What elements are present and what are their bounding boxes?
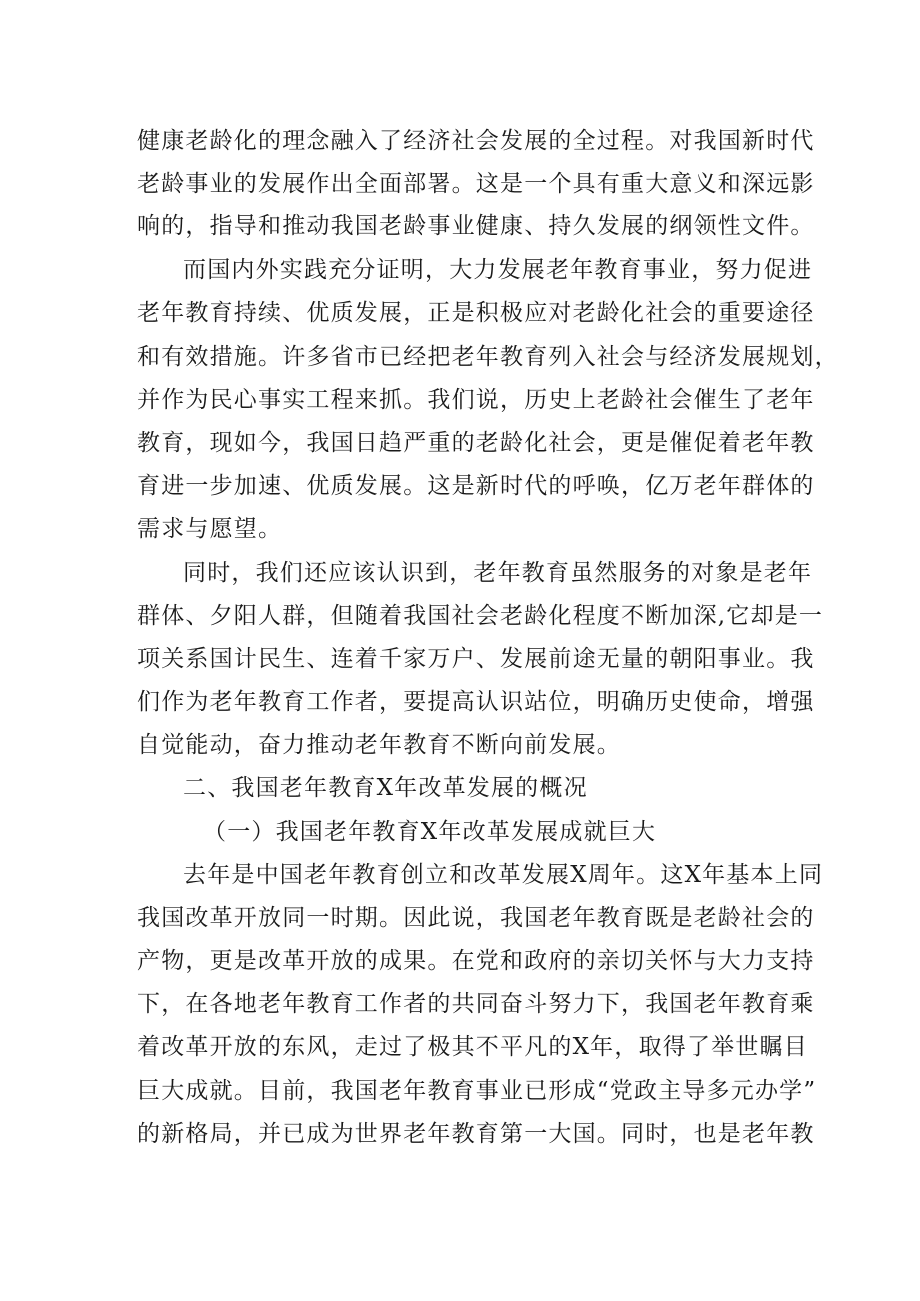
paragraph-line: 同时，我们还应该认识到，老年教育虽然服务的对象是老年 xyxy=(183,560,813,586)
paragraph-line: 们作为老年教育工作者，要提高认识站位，明确历史使命，增强 xyxy=(137,689,815,715)
paragraph-line: 群体、夕阳人群，但随着我国社会老龄化程度不断加深,它却是一 xyxy=(137,603,824,629)
paragraph-line: 和有效措施。许多省市已经把老年教育列入社会与经济发展规划， xyxy=(137,344,839,370)
paragraph-line: 老龄事业的发展作出全面部署。这是一个具有重大意义和深远影 xyxy=(137,171,815,197)
paragraph-line: 老年教育持续、优质发展，正是积极应对老龄化社会的重要途径 xyxy=(137,300,815,326)
section-heading: 二、我国老年教育X年改革发展的概况 xyxy=(183,775,588,801)
paragraph-line: 自觉能动，奋力推动老年教育不断向前发展。 xyxy=(137,732,621,758)
paragraph-line: 并作为民心事实工程来抓。我们说，历史上老龄社会催生了老年 xyxy=(137,387,815,413)
paragraph-line: 项关系国计民生、连着千家万户、发展前途无量的朝阳事业。我 xyxy=(137,646,815,672)
paragraph-line: 育进一步加速、优质发展。这是新时代的呼唤，亿万老年群体的 xyxy=(137,473,815,499)
paragraph-line: 而国内外实践充分证明，大力发展老年教育事业，努力促进 xyxy=(183,257,813,283)
paragraph-line: 去年是中国老年教育创立和改革发展X周年。这X年基本上同 xyxy=(183,862,824,888)
paragraph-line: 我国改革开放同一时期。因此说，我国老年教育既是老龄社会的 xyxy=(137,905,815,931)
paragraph-line: 响的，指导和推动我国老龄事业健康、持久发展的纲领性文件。 xyxy=(137,213,815,239)
subsection-heading: （一）我国老年教育X年改革发展成就巨大 xyxy=(203,819,657,845)
paragraph-line: 产物，更是改革开放的成果。在党和政府的亲切关怀与大力支持 xyxy=(137,948,815,974)
paragraph-line: 下，在各地老年教育工作者的共同奋斗努力下，我国老年教育乘 xyxy=(137,991,815,1017)
paragraph-line: 健康老龄化的理念融入了经济社会发展的全过程。对我国新时代 xyxy=(137,128,815,154)
paragraph-line: 教育，现如今，我国日趋严重的老龄化社会，更是催促着老年教 xyxy=(137,430,815,456)
paragraph-line: 巨大成就。目前，我国老年教育事业已形成“党政主导多元办学” xyxy=(137,1078,817,1104)
paragraph-line: 的新格局，并已成为世界老年教育第一大国。同时，也是老年教 xyxy=(137,1121,815,1147)
paragraph-line: 需求与愿望。 xyxy=(137,516,283,542)
paragraph-line: 着改革开放的东风，走过了极其不平凡的X年，取得了举世瞩目 xyxy=(137,1034,808,1060)
